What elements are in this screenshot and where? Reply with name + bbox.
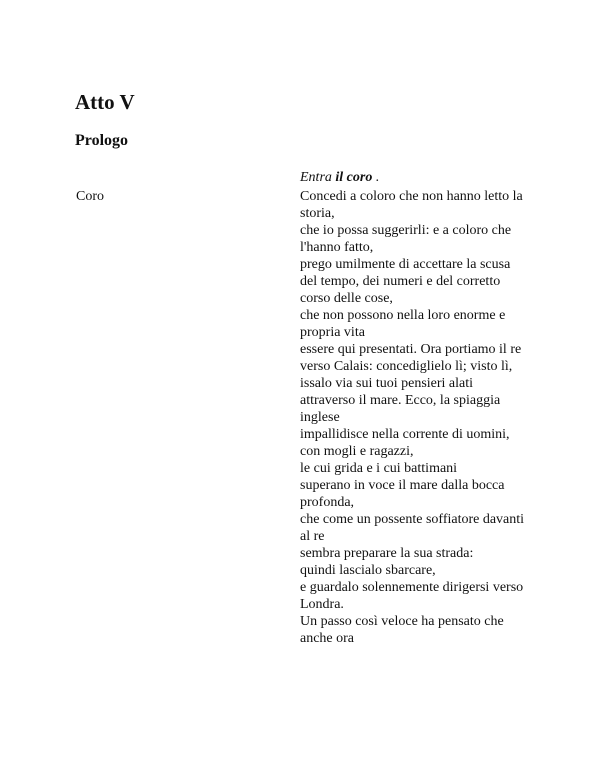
stage-direction-emphasis: il coro — [335, 170, 373, 185]
verse-line: verso Calais: concediglielo lì; visto lì, — [300, 359, 513, 374]
verse-line: attraverso il mare. Ecco, la spiaggia inglese — [300, 393, 501, 425]
verse-line: essere qui presentati. Ora portiamo il re — [300, 342, 522, 357]
verse-line: quindi lascialo sbarcare, — [300, 563, 436, 578]
verse-line: del tempo, dei numeri e del corretto corso delle cose, — [300, 274, 501, 306]
verse-line: Concedi a coloro che non hanno letto la storia, — [300, 189, 523, 221]
stage-direction-prefix: Entra — [300, 170, 336, 185]
verse-line: che come un possente soffiatore davanti al re — [300, 512, 525, 544]
verse-line: sembra preparare la sua strada: — [300, 546, 474, 561]
scene-title: Prologo — [75, 132, 129, 149]
speech-text — [300, 188, 532, 647]
verse-line: e guardalo solennemente dirigersi verso Londra. — [300, 580, 524, 612]
stage-direction-suffix: . — [372, 170, 380, 185]
verse-line: impallidisce nella corrente di uomini, con mogli e ragazzi, — [300, 427, 510, 459]
speaker-name: Coro — [76, 189, 104, 204]
verse-line: che non possono nella loro enorme e propria vita — [300, 308, 506, 340]
verse-line: Un passo così veloce ha pensato che anche ora — [300, 614, 504, 646]
verse-line: le cui grida e i cui battimani — [300, 461, 458, 476]
verse-line: superano in voce il mare dalla bocca profonda, — [300, 478, 505, 510]
verse-line: issalo via sui tuoi pensieri alati — [300, 376, 474, 391]
verse-line: che io possa suggerirli: e a coloro che l'hanno fatto, — [300, 223, 512, 255]
stage-direction — [300, 169, 379, 186]
verse-line: prego umilmente di accettare la scusa — [300, 257, 511, 272]
act-title: Atto V — [75, 90, 135, 114]
